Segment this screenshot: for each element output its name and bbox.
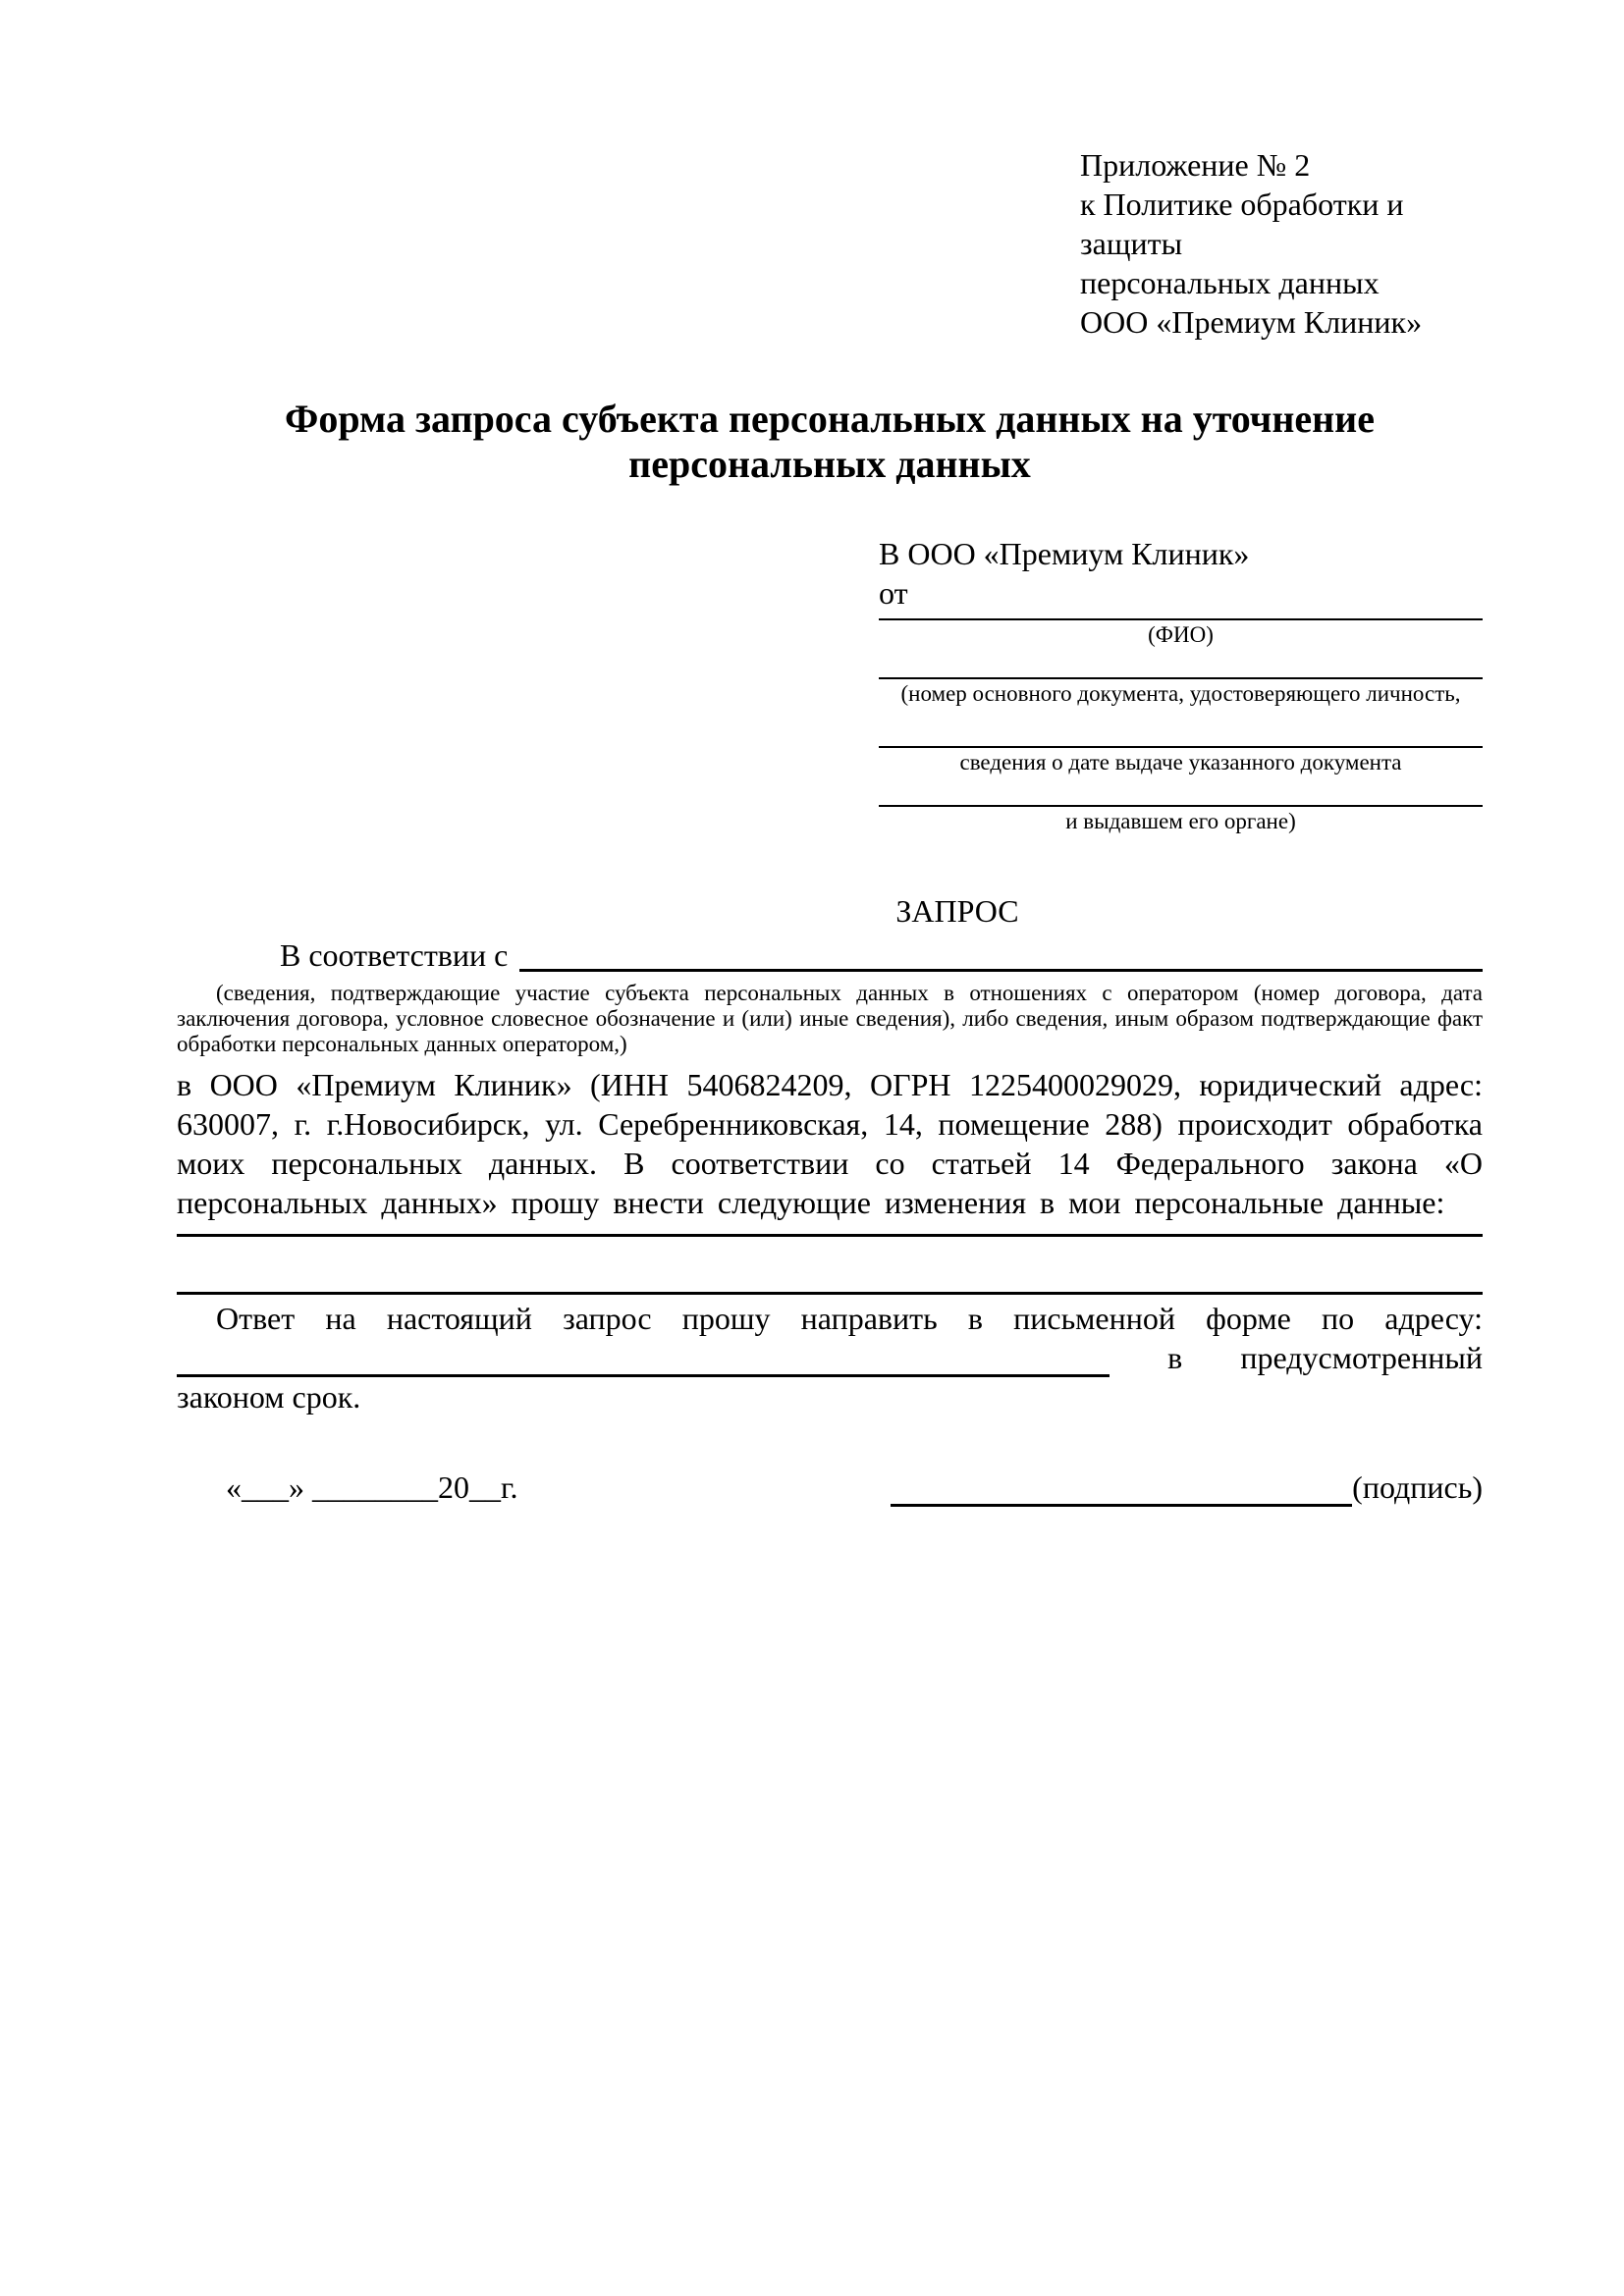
appendix-note-line: персональных данных bbox=[1080, 265, 1380, 300]
appendix-note-line: к Политике обработки и защиты bbox=[1080, 187, 1404, 261]
reply-word-term: предусмотренный bbox=[1240, 1340, 1483, 1375]
issue-date-caption: сведения о дате выдаче указанного документа bbox=[959, 750, 1402, 774]
date-blank-line: «___» ________20__г. bbox=[226, 1469, 518, 1505]
fio-caption: (ФИО) bbox=[1148, 622, 1214, 647]
appendix-note-line: ООО «Премиум Клиник» bbox=[1080, 304, 1423, 340]
addressee-to-line: В ООО «Премиум Клиник» bbox=[879, 536, 1250, 571]
issue-date-blank-line bbox=[879, 709, 1483, 748]
addressee-from-label: от bbox=[879, 575, 908, 611]
signature-group bbox=[891, 1468, 1483, 1507]
signature-row bbox=[177, 1468, 1483, 1507]
issuing-authority-blank-line bbox=[879, 777, 1483, 807]
reply-line-2 bbox=[177, 1338, 1483, 1377]
reply-address-blank-line bbox=[177, 1341, 1110, 1377]
id-document-number-blank-line bbox=[879, 650, 1483, 679]
id-document-number-caption: (номер основного документа, удостоверяющего личность, bbox=[900, 681, 1461, 706]
intro-footnote: (сведения, подтверждающие участие субъекта персональных данных в отношениях с оператором (номер договора, дата заключения договора, условное словесное обозначение и (или) иные сведения), либо сведения, иным образом подтверждающие факт обработки персональных данных оператором,) bbox=[177, 981, 1483, 1056]
intro-blank-line bbox=[519, 935, 1483, 972]
signature-blank-line bbox=[891, 1470, 1352, 1507]
appendix-note-line: Приложение № 2 bbox=[1080, 147, 1311, 183]
appendix-note bbox=[1080, 145, 1483, 342]
signature-caption: (подпись) bbox=[1352, 1469, 1483, 1505]
reply-line-3: законом срок. bbox=[177, 1379, 361, 1415]
form-title: Форма запроса субъекта персональных данных на уточнение персональных данных bbox=[285, 397, 1375, 486]
intro-row bbox=[177, 935, 1483, 975]
fio-blank-line bbox=[879, 613, 1483, 620]
addressee-block bbox=[879, 534, 1483, 836]
reply-word-in: в bbox=[1167, 1340, 1183, 1375]
changes-blank-line-1 bbox=[177, 1222, 1483, 1237]
changes-blank-line-2 bbox=[177, 1237, 1483, 1295]
reply-line-1: Ответ на настоящий запрос прошу направить в письменной форме по адресу: bbox=[216, 1301, 1483, 1336]
intro-label: В соответствии с bbox=[280, 937, 509, 973]
request-body-paragraph: в ООО «Премиум Клиник» (ИНН 5406824209, ОГРН 1225400029029, юридический адрес: 630007, г. г.Новосибирск, ул. Серебренниковская, 14, помещение 288) происходит обработка моих персональных данных. В соответствии со статьей 14 Федерального закона «О персональных данных» прошу внести следующие изменения в мои персональные данные: bbox=[177, 1067, 1483, 1220]
issuing-authority-caption: и выдавшем его органе) bbox=[1065, 809, 1296, 833]
request-heading: ЗАПРОС bbox=[895, 893, 1019, 929]
